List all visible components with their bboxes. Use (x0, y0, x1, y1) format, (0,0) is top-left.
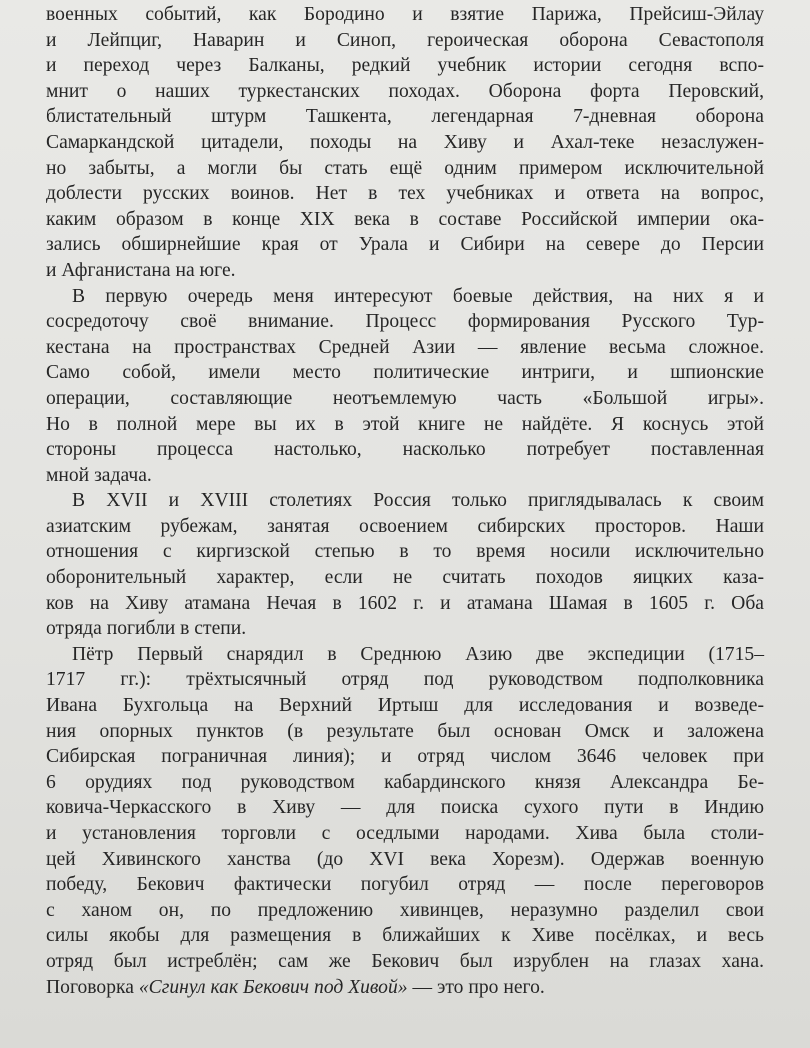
text-line: кестана на пространствах Средней Азии — явление весьма сложное. (46, 336, 764, 358)
text-line: 6 орудиях под руководством кабардинского князя Александра Бе- (46, 771, 764, 793)
text-line: победу, Бекович фактически погубил отряд — после переговоров (46, 874, 764, 896)
paragraph-2 (46, 284, 764, 489)
text-line: блистательный штурм Ташкента, легендарная 7-дневная оборона (46, 106, 764, 128)
text-line: В первую очередь меня интересуют боевые действия, на них я и (72, 285, 764, 307)
text-line: и переход через Балканы, редкий учебник истории сегодня вспо- (46, 55, 764, 77)
text-line: ков на Хиву атамана Нечая в 1602 г. и атамана Шамая в 1605 г. Оба (46, 592, 764, 614)
text-line: азиатским рубежам, занятая освоением сибирских просторов. Наши (46, 515, 764, 537)
text-line: но забыты, а могли бы стать ещё одним примером исключительной (46, 157, 764, 179)
text-line: операции, составляющие неотъемлемую часть «Большой игры». (46, 387, 764, 409)
text-line: мнит о наших туркестанских походах. Оборона форта Перовский, (46, 80, 764, 102)
paragraph-3 (46, 488, 764, 642)
final-line-after: — это про него. (407, 976, 545, 998)
text-line: цей Хивинского ханства (до XVI века Хорезм). Одержав военную (46, 848, 764, 870)
text-line: стороны процесса настолько, насколько потребует поставленная (46, 439, 764, 461)
text-line: силы якобы для размещения в ближайших к Хиве посёлках, и весь (46, 925, 764, 947)
text-line: Само собой, имели место политические интриги, и шпионские (46, 362, 764, 384)
text-line: и установления торговли с оседлыми народами. Хива была столи- (46, 823, 764, 844)
text-line: Самаркандской цитадели, походы на Хиву и Ахал-теке незаслужен- (46, 131, 764, 153)
text-line: мной задача. (46, 464, 152, 486)
text-line: Ивана Бухгольца на Верхний Иртыш для исследования и возведе- (46, 695, 764, 717)
text-line: отряд был истреблён; сам же Бекович был изрублен на глазах хана. (46, 950, 764, 972)
text-line: ния опорных пунктов (в результате был основан Омск и заложена (46, 720, 764, 742)
final-line-before: Поговорка (46, 976, 139, 998)
text-line: В XVII и XVIII столетиях Россия только приглядывалась к своим (72, 490, 764, 512)
text-line: зались обширнейшие края от Урала и Сибири на севере до Персии (46, 234, 764, 256)
text-line: Пётр Первый снарядил в Среднюю Азию две экспедиции (1715– (72, 643, 764, 665)
text-line: оборонительный характер, если не считать походов яицких каза- (46, 567, 764, 589)
text-line: 1717 гг.): трёхтысячный отряд под руководством подполковника (46, 669, 764, 691)
text-line-final (46, 975, 764, 1001)
paragraph-1 (46, 2, 764, 284)
text-line: отношения с киргизской степью в то время носили исключительно (46, 541, 764, 563)
text-line: ковича-Черкасского в Хиву — для поиска сухого пути в Индию (46, 797, 764, 819)
text-line: и Лейпциг, Наварин и Синоп, героическая оборона Севастополя (46, 29, 764, 51)
text-line: каким образом в конце XIX века в составе Российской империи ока- (46, 208, 764, 230)
text-line: сосредоточу своё внимание. Процесс формирования Русского Тур- (46, 311, 764, 333)
proverb-italic: «Сгинул как Бекович под Хивой» (138, 976, 408, 998)
text-line: Сибирская пограничная линия); и отряд числом 3646 человек при (46, 746, 764, 768)
text-line: и Афганистана на юге. (46, 259, 236, 281)
text-line: Но в полной мере вы их в этой книге не найдёте. Я коснусь этой (46, 413, 764, 435)
text-line: военных событий, как Бородино и взятие Парижа, Прейсиш-Эйлау (46, 4, 764, 25)
text-line: отряда погибли в степи. (46, 618, 247, 640)
paragraph-4 (46, 642, 764, 1000)
text-line: с ханом он, по предложению хивинцев, неразумно разделил свои (46, 899, 764, 921)
text-line: доблести русских воинов. Нет в тех учебниках и ответа на вопрос, (46, 183, 764, 205)
